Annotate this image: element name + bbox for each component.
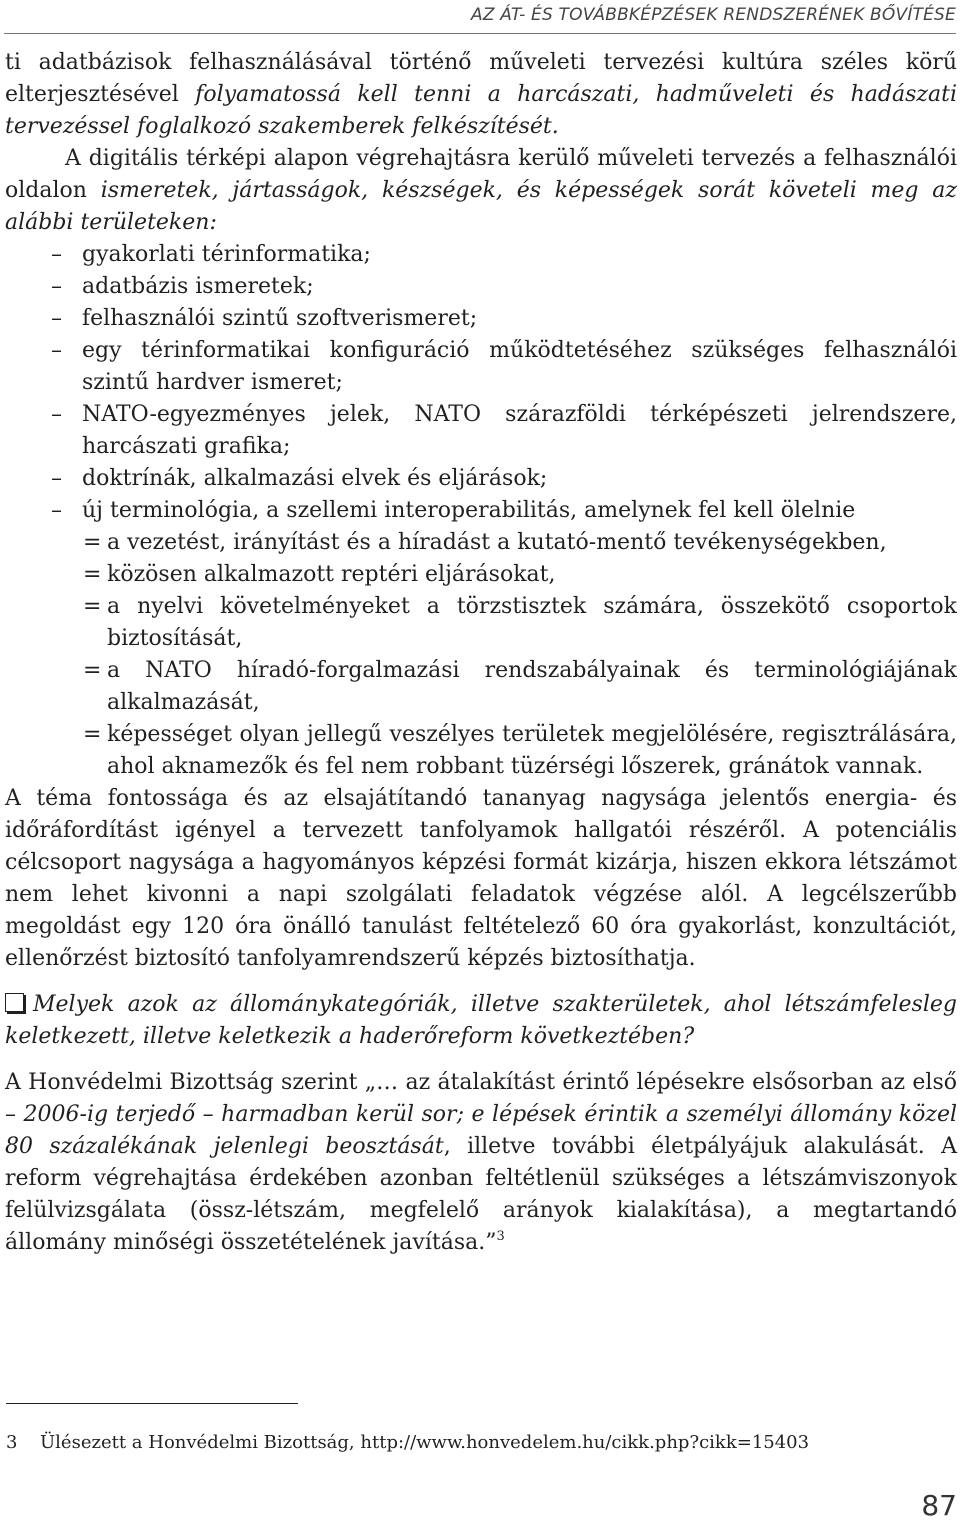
paragraph-3: A téma fontossága és az elsajátítandó tananyag nagysága jelentős energia- és időráfordítást igényel a tervezett tanfolyamok hallgatói részéről. A potenciális célcsoport nagysága a hagyományos képzési formát kizárja, hiszen ekkora létszámot nem lehet kivonni a napi szolgálati feladatok végzése alól. A legcélszerűbb megoldást egy 120 óra önálló tanulást feltételező 60 óra gyakorlást, konzultációt, ellenőrzést biztosító tanfolyamrendszerű képzés biztosíthatja. [5, 786, 957, 971]
dash-marker: – [51, 498, 62, 523]
footnote-number: 3 [6, 1432, 18, 1453]
paragraph-1 [5, 47, 957, 143]
dash-marker: – [51, 242, 62, 267]
dash-marker: – [51, 306, 62, 331]
sub-list-item [5, 559, 957, 591]
dash-marker: – [51, 274, 62, 299]
equals-marker: = [83, 530, 102, 555]
sub-list-item [5, 719, 957, 783]
list-item [5, 271, 957, 303]
requirements-list [5, 239, 957, 783]
main-text [5, 47, 957, 1259]
para1-emphasis: folyamatossá kell tenni a harcászati, hadműveleti és hadászati tervezéssel foglalkozó szakemberek felkészítését. [5, 82, 957, 139]
list-item [5, 303, 957, 335]
footnote-rule [6, 1403, 298, 1404]
header-rule [4, 33, 956, 34]
list-item-text: egy térinformatikai konfiguráció működtetéséhez szükséges felhasználói szintű hardver ismeret; [82, 338, 957, 395]
dash-marker: – [51, 338, 62, 363]
para4-emphasis: 2006-ig terjedő – harmadban kerül sor; e lépések érintik a személyi állomány közel 80 százalékának jelenlegi beosztását [5, 1102, 958, 1159]
list-item-text: felhasználói szintű szoftverismeret; [82, 306, 478, 331]
list-item [5, 463, 957, 495]
list-item [5, 239, 957, 271]
list-item [5, 335, 957, 399]
question-text: Melyek azok az állománykategóriák, illetve szakterületek, ahol létszámfelesleg keletkezett, illetve keletkezik a haderőreform következtében? [5, 992, 957, 1049]
page-number: 87 [921, 1489, 957, 1522]
sub-item-text: a nyelvi követelményeket a törzstisztek számára, összekötő csoportok biztosítását, [107, 594, 957, 651]
para4-text: A Honvédelmi Bizottság szerint „… az átalakítást érintő lépésekre elsősorban az első – [5, 1070, 957, 1127]
para4-text-end: , illetve további életpályájuk alakulását. A reform végrehajtása érdekében azonban feltétlenül szükséges a létszámviszonyok felülvizsgálata (össz-létszám, megfelelő arányok kialakítása), a megtartandó állomány minőségi összetételének javítása.” [5, 1134, 957, 1255]
question-block [5, 989, 957, 1053]
paragraph-4 [5, 1067, 957, 1259]
sub-item-text: a vezetést, irányítást és a híradást a kutató-mentő tevékenységekben, [107, 530, 887, 555]
sub-item-text: a NATO híradó-forgalmazási rendszabályainak és terminológiájának alkalmazását, [107, 658, 957, 715]
footnote-text: Ülésezett a Honvédelmi Bizottság, http://www.honvedelem.hu/cikk.php?cikk=15403 [40, 1432, 810, 1453]
sub-list-item [5, 591, 957, 655]
list-item-text: adatbázis ismeretek; [82, 274, 314, 299]
dash-marker: – [51, 402, 62, 427]
list-item [5, 399, 957, 463]
list-item-text: NATO-egyezményes jelek, NATO szárazföldi térképészeti jelrendszere, harcászati grafika; [82, 402, 957, 459]
equals-marker: = [83, 594, 102, 619]
dash-marker: – [51, 466, 62, 491]
sub-list-item [5, 527, 957, 559]
sub-item-text: közösen alkalmazott reptéri eljárásokat, [107, 562, 556, 587]
running-header: AZ ÁT- ÉS TOVÁBBKÉPZÉSEK RENDSZERÉNEK BŐVÍTÉSE [471, 5, 956, 25]
para2-emphasis: ismeretek, jártasságok, készségek, és képességek sorát követeli meg az alábbi területeken: [5, 178, 957, 235]
list-item-text: új terminológia, a szellemi interoperabilitás, amelynek fel kell ölelnie [82, 498, 856, 523]
footnote [6, 1430, 809, 1456]
equals-marker: = [83, 722, 102, 747]
para1-text: ti adatbázisok felhasználásával történő műveleti tervezési kultúra széles körű elterjesztésével [5, 50, 957, 107]
list-item [5, 495, 957, 527]
para2-text: A digitális térképi alapon végrehajtásra kerülő műveleti tervezés a felhasználói oldalon [5, 146, 957, 203]
list-item-text: doktrínák, alkalmazási elvek és eljárások; [82, 466, 548, 491]
list-item-text: gyakorlati térinformatika; [82, 242, 371, 267]
sub-list-item [5, 655, 957, 719]
equals-marker: = [83, 562, 102, 587]
paragraph-2 [5, 143, 957, 239]
footnote-ref: 3 [496, 1229, 505, 1244]
sub-item-text: képességet olyan jellegű veszélyes területek megjelölésére, regisztrálására, ahol aknamezők és fel nem robbant tüzérségi lőszerek, gránátok vannak. [107, 722, 957, 779]
equals-marker: = [83, 658, 102, 683]
checkbox-square-icon [5, 993, 24, 1012]
